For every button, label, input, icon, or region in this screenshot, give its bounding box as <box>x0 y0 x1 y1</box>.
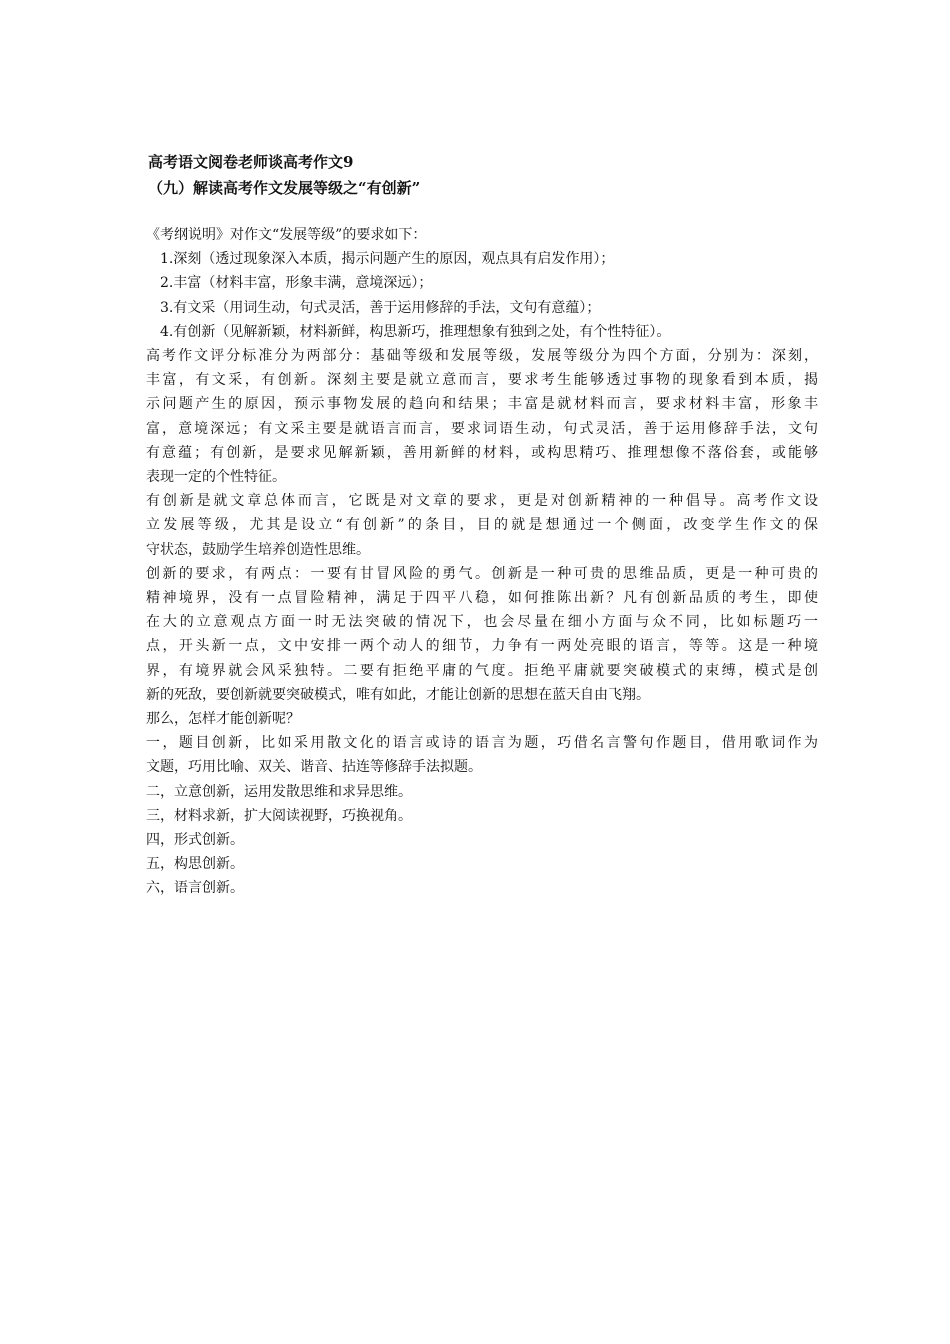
paragraph-innovation <box>146 489 818 562</box>
method-item: 五，构思创新。 <box>146 856 244 873</box>
paragraph-line: 立发展等级，尤其是设立“有创新”的条目，目的就是想通过一个侧面，改变学生作文的保 <box>146 517 818 534</box>
document-subtitle: （九）解读高考作文发展等级之“有创新” <box>148 179 421 197</box>
paragraph-line: 界，有境界就会风采独特。二要有拒绝平庸的气度。拒绝平庸就要突破模式的束缚，模式是创 <box>146 662 818 679</box>
paragraph-line: 表现一定的个性特征。 <box>146 469 286 486</box>
intro-line: 《考纲说明》对作文“发展等级”的要求如下： <box>146 227 427 243</box>
method-item: 一，题目创新，比如采用散文化的语言或诗的语言为题，巧借名言警句作题目，借用歌词作为 <box>146 735 818 752</box>
paragraph-line: 富，意境深远；有文采主要是就语言而言，要求词语生动，句式灵活，善于运用修辞手法，文句 <box>146 420 818 437</box>
paragraph-line: 创新的要求，有两点：一要有甘冒风险的勇气。创新是一种可贵的思维品质，更是一种可贵的 <box>146 565 818 582</box>
document-body <box>146 149 818 901</box>
requirement-item: 4.有创新（见解新颖，材料新鲜，构思新巧，推理想象有独到之处，有个性特征）。 <box>160 323 671 340</box>
requirement-item: 3.有文采（用词生动，句式灵活，善于运用修辞的手法，文句有意蕴）； <box>160 299 601 316</box>
blank-line <box>146 201 818 223</box>
paragraph-line: 守状态，鼓励学生培养创造性思维。 <box>146 541 370 558</box>
method-item: 三，材料求新，扩大阅读视野，巧换视角。 <box>146 807 412 824</box>
method-item: 文题，巧用比喻、双关、谐音、拈连等修辞手法拟题。 <box>146 759 482 776</box>
paragraph-line: 在大的立意观点方面一时无法突破的情况下，也会尽量在细小方面与众不同，比如标题巧一 <box>146 614 818 631</box>
paragraph-line: 示问题产生的原因，预示事物发展的趋向和结果；丰富是就材料而言，要求材料丰富，形象丰 <box>146 396 818 413</box>
paragraph-line: 高考作文评分标准分为两部分：基础等级和发展等级，发展等级分为四个方面，分别为：深刻， <box>146 348 818 365</box>
requirement-item: 1.深刻（透过现象深入本质，揭示问题产生的原因，观点具有启发作用）； <box>160 251 615 268</box>
question-line: 那么，怎样才能创新呢？ <box>146 711 300 728</box>
paragraph-line: 新的死敌，要创新就要突破模式，唯有如此，才能让创新的思想在蓝天自由飞翔。 <box>146 686 650 703</box>
method-item: 四，形式创新。 <box>146 832 244 849</box>
paragraph-line: 精神境界，没有一点冒险精神，满足于四平八稳，如何推陈出新？凡有创新品质的考生，即使 <box>146 590 818 607</box>
paragraph-scoring <box>146 344 818 489</box>
paragraph-requirements <box>146 562 818 707</box>
paragraph-line: 有意蕴；有创新，是要求见解新颖，善用新鲜的材料，或构思精巧、推理想像不落俗套，或能够 <box>146 444 818 461</box>
document-title: 高考语文阅卷老师谈高考作文9 <box>148 153 354 171</box>
method-list <box>146 731 818 900</box>
requirement-item: 2.丰富（材料丰富，形象丰满，意境深远）； <box>160 275 433 292</box>
method-item: 六，语言创新。 <box>146 880 244 897</box>
paragraph-line: 点，开头新一点，文中安排一两个动人的细节，力争有一两处亮眼的语言，等等。这是一种境 <box>146 638 818 655</box>
paragraph-line: 丰富，有文采，有创新。深刻主要是就立意而言，要求考生能够透过事物的现象看到本质，揭 <box>146 372 818 389</box>
paragraph-line: 有创新是就文章总体而言，它既是对文章的要求，更是对创新精神的一种倡导。高考作文设 <box>146 493 818 510</box>
method-item: 二，立意创新，运用发散思维和求异思维。 <box>146 783 412 800</box>
